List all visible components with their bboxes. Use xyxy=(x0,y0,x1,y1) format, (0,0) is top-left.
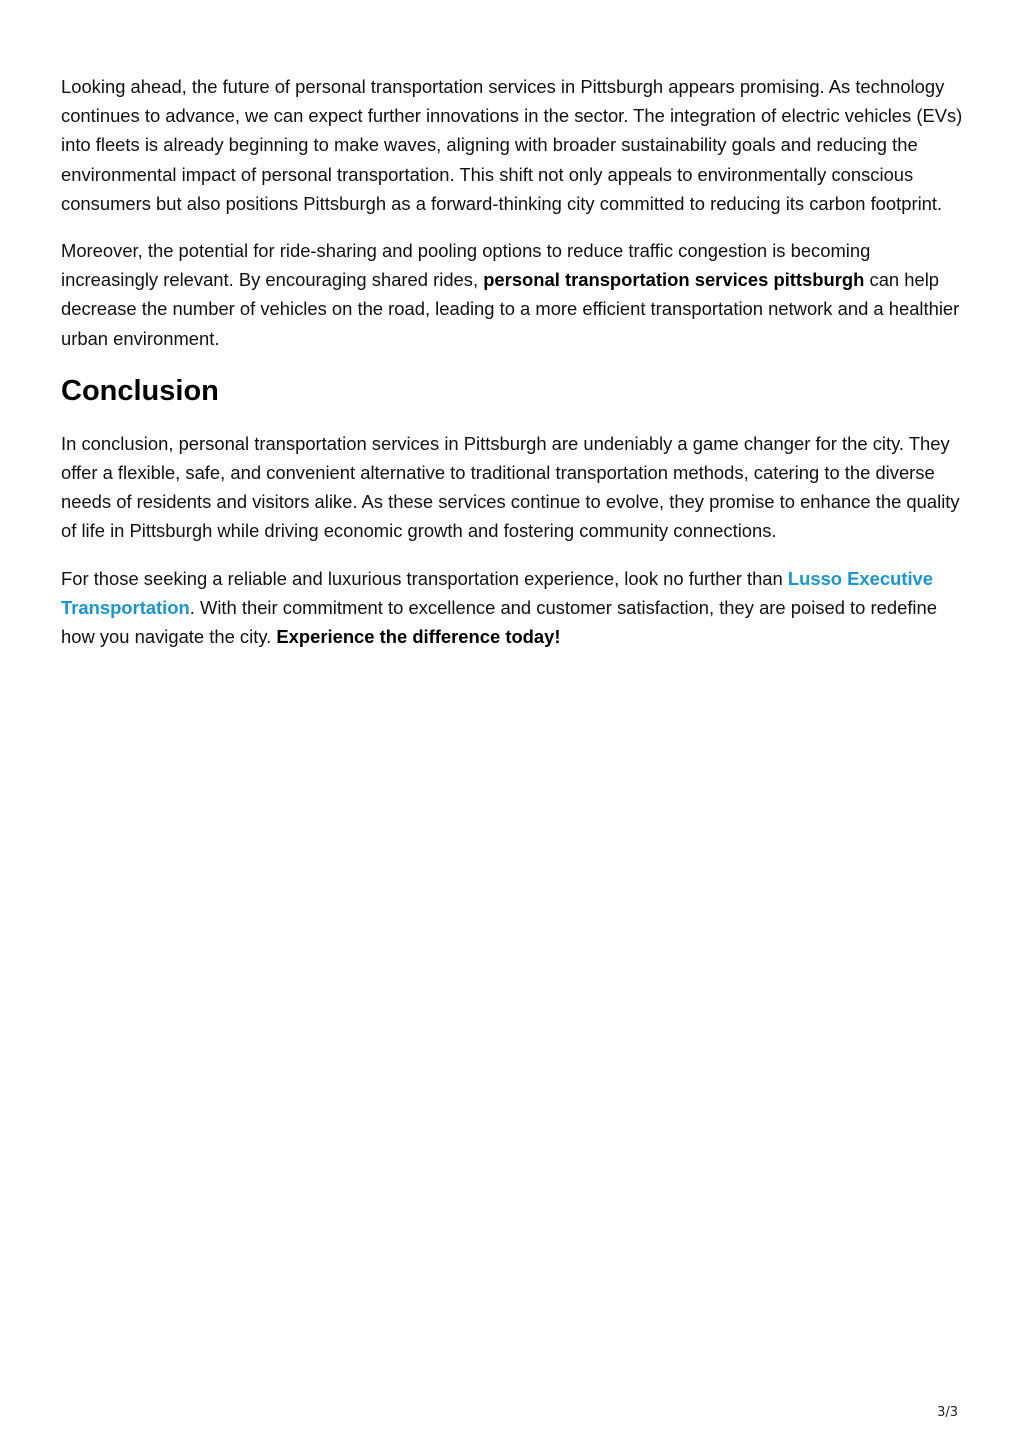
paragraph-call-to-action xyxy=(61,564,966,652)
conclusion-heading: Conclusion xyxy=(61,374,219,407)
paragraph-conclusion: In conclusion, personal transportation services in Pittsburgh are undeniably a game changer for the city. They offer a flexible, safe, and convenient alternative to traditional transportation methods, catering to the diverse needs of residents and visitors alike. As these services continue to evolve, they promise to enhance the quality of life in Pittsburgh while driving economic growth and fostering community connections. xyxy=(61,432,960,542)
paragraph-ride-sharing xyxy=(61,236,966,353)
paragraph-cta-text-start: For those seeking a reliable and luxurious transportation experience, look no further than xyxy=(61,567,788,589)
page-number: 3/3 xyxy=(937,1405,958,1420)
paragraph-cta-text-middle: . With their commitment to excellence and customer satisfaction, they are poised to redefine how you navigate the city. xyxy=(61,596,937,648)
lusso-executive-transportation-link[interactable]: Lusso Executive Transportation xyxy=(61,567,934,618)
bold-keyword-phrase: personal transportation services pittsburgh xyxy=(483,269,865,291)
paragraph-future-outlook: Looking ahead, the future of personal transportation services in Pittsburgh appears promising. As technology continues to advance, we can expect further innovations in the sector. The integration of electric vehicles (EVs) into fleets is already beginning to make waves, aligning with broader sustainability goals and reducing the environmental impact of personal transportation. This shift not only appeals to environmentally conscious consumers but also positions Pittsburgh as a forward-thinking city committed to reducing its carbon footprint. xyxy=(61,76,963,214)
paragraph-ride-sharing-text-end: can help decrease the number of vehicles on the road, leading to a more efficient transportation network and a healthier urban environment. xyxy=(61,269,960,349)
bold-cta-text: Experience the difference today! xyxy=(276,626,561,648)
paragraph-ride-sharing-text-start: Moreover, the potential for ride-sharing and pooling options to reduce traffic congestion is becoming increasingly relevant. By encouraging shared rides, xyxy=(61,240,871,291)
document-body xyxy=(61,72,966,669)
